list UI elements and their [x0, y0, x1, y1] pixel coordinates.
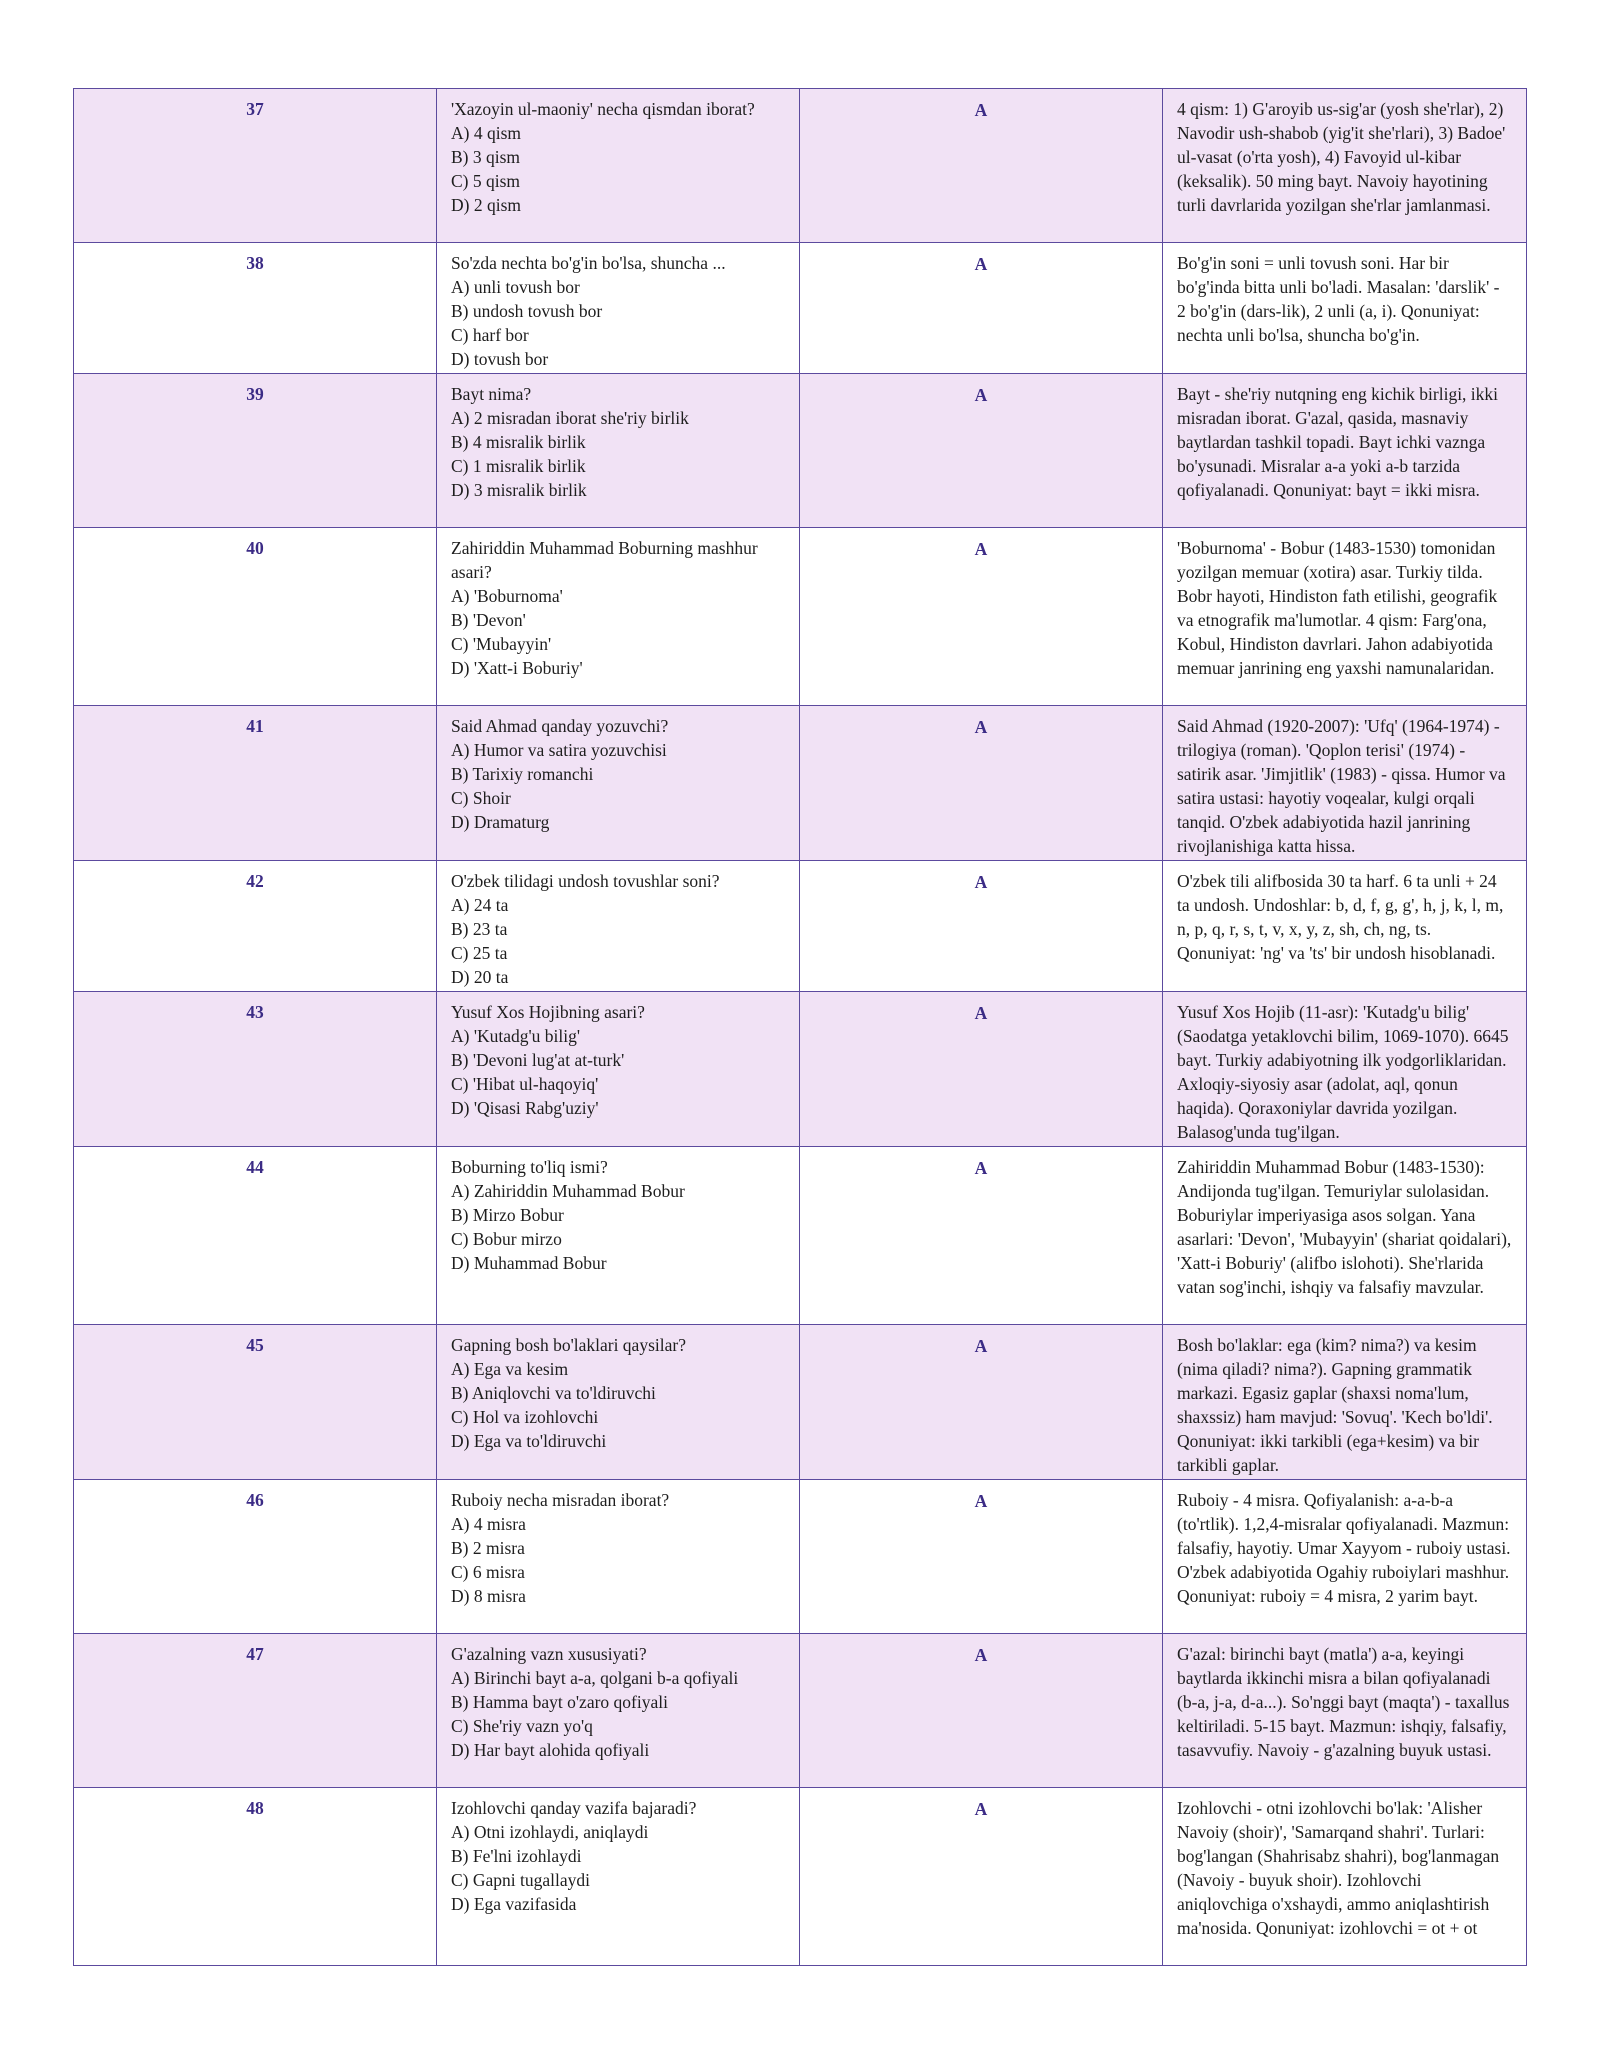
table-row: [74, 861, 1527, 992]
option-c: C) 6 misra: [451, 1562, 525, 1582]
option-a: A) Humor va satira yozuvchisi: [451, 740, 667, 760]
option-d: D) Har bayt alohida qofiyali: [451, 1740, 650, 1760]
option-a: A) Otni izohlaydi, aniqlaydi: [451, 1822, 649, 1842]
option-d: D) 20 ta: [451, 967, 509, 987]
question-cell: [437, 1480, 800, 1634]
explanation-cell: Ruboiy - 4 misra. Qofiyalanish: a-a-b-a (to'rtlik). 1,2,4-misralar qofiyalanadi. Mazmun: falsafiy, hayotiy. Umar Xayyom - ruboiy ustasi. O'zbek adabiyotida Ogahiy ruboiylari mashhur. Qonuniyat: ruboiy = 4 misra, 2 yarim bayt.: [1163, 1480, 1527, 1634]
option-b: B) 2 misra: [451, 1538, 525, 1558]
table-row: [74, 706, 1527, 861]
question-number: 46: [74, 1480, 437, 1634]
qa-table-body: [74, 89, 1527, 1966]
question-cell: [437, 528, 800, 706]
answer-letter: A: [800, 89, 1163, 243]
option-c: C) Hol va izohlovchi: [451, 1407, 599, 1427]
option-c: C) 'Mubayyin': [451, 634, 552, 654]
question-cell: [437, 243, 800, 374]
question-text: 'Xazoyin ul-maoniy' necha qismdan iborat?: [451, 99, 755, 119]
option-b: B) 23 ta: [451, 919, 508, 939]
option-d: D) Ega vazifasida: [451, 1894, 577, 1914]
option-a: A) 4 misra: [451, 1514, 526, 1534]
table-row: [74, 992, 1527, 1147]
option-c: C) She'riy vazn yo'q: [451, 1716, 593, 1736]
question-text: Izohlovchi qanday vazifa bajaradi?: [451, 1798, 697, 1818]
question-number: 42: [74, 861, 437, 992]
table-row: [74, 243, 1527, 374]
question-text: So'zda nechta bo'g'in bo'lsa, shuncha ...: [451, 253, 726, 273]
option-b: B) 3 qism: [451, 147, 521, 167]
option-c: C) 25 ta: [451, 943, 508, 963]
explanation-cell: G'azal: birinchi bayt (matla') a-a, keyingi baytlarda ikkinchi misra a bilan qofiyalanadi (b-a, j-a, d-a...). So'nggi bayt (maqta') - taxallus keltiriladi. 5-15 bayt. Mazmun: ishqiy, falsafiy, tasavvufiy. Navoiy - g'azalning buyuk ustasi.: [1163, 1634, 1527, 1788]
option-d: D) 3 misralik birlik: [451, 480, 587, 500]
question-text: Said Ahmad qanday yozuvchi?: [451, 716, 669, 736]
option-a: A) 4 qism: [451, 123, 521, 143]
question-number: 44: [74, 1147, 437, 1325]
explanation-cell: 'Boburnoma' - Bobur (1483-1530) tomonidan yozilgan memuar (xotira) asar. Turkiy tilda. Bobr hayoti, Hindiston fath etilishi, geografik va etnografik ma'lumotlar. 4 qism: Farg'ona, Kobul, Hindiston davrlari. Jahon adabiyotida memuar janrining eng yaxshi namunalaridan.: [1163, 528, 1527, 706]
explanation-cell: Yusuf Xos Hojib (11-asr): 'Kutadg'u bilig' (Saodatga yetaklovchi bilim, 1069-1070). 6645 bayt. Turkiy adabiyotning ilk yodgorliklaridan. Axloqiy-siyosiy asar (adolat, aql, qonun haqida). Qoraxoniylar davrida yozilgan. Balasog'unda tug'ilgan.: [1163, 992, 1527, 1147]
question-number: 43: [74, 992, 437, 1147]
question-number: 37: [74, 89, 437, 243]
option-d: D) Dramaturg: [451, 812, 550, 832]
answer-letter: A: [800, 1788, 1163, 1966]
question-text: Bayt nima?: [451, 384, 532, 404]
question-cell: [437, 861, 800, 992]
explanation-cell: O'zbek tili alifbosida 30 ta harf. 6 ta unli + 24 ta undosh. Undoshlar: b, d, f, g, g', h, j, k, l, m, n, p, q, r, s, t, v, x, y, z, sh, ch, ng, ts. Qonuniyat: 'ng' va 'ts' bir undosh hisoblanadi.: [1163, 861, 1527, 992]
question-number: 38: [74, 243, 437, 374]
table-row: [74, 1634, 1527, 1788]
question-text: Boburning to'liq ismi?: [451, 1157, 608, 1177]
question-number: 47: [74, 1634, 437, 1788]
table-row: [74, 1788, 1527, 1966]
option-c: C) 5 qism: [451, 171, 521, 191]
question-cell: [437, 1147, 800, 1325]
table-row: [74, 374, 1527, 528]
question-cell: [437, 1788, 800, 1966]
question-text: Zahiriddin Muhammad Boburning mashhur asari?: [451, 538, 758, 582]
option-b: B) 4 misralik birlik: [451, 432, 586, 452]
option-c: C) Gapni tugallaydi: [451, 1870, 591, 1890]
option-a: A) 'Kutadg'u bilig': [451, 1026, 581, 1046]
table-row: [74, 89, 1527, 243]
answer-letter: A: [800, 243, 1163, 374]
question-text: Ruboiy necha misradan iborat?: [451, 1490, 670, 1510]
option-b: B) Aniqlovchi va to'ldiruvchi: [451, 1383, 656, 1403]
answer-letter: A: [800, 1480, 1163, 1634]
table-row: [74, 1325, 1527, 1480]
question-text: O'zbek tilidagi undosh tovushlar soni?: [451, 871, 720, 891]
explanation-cell: 4 qism: 1) G'aroyib us-sig'ar (yosh she'rlar), 2) Navodir ush-shabob (yig'it she'rlari), 3) Badoe' ul-vasat (o'rta yosh), 4) Favoyid ul-kibar (keksalik). 50 ming bayt. Navoiy hayotining turli davrlarida yozilgan she'rlar jamlanmasi.: [1163, 89, 1527, 243]
option-a: A) unli tovush bor: [451, 277, 580, 297]
answer-letter: A: [800, 861, 1163, 992]
qa-table: [73, 88, 1527, 1966]
question-cell: [437, 706, 800, 861]
question-text: G'azalning vazn xususiyati?: [451, 1644, 647, 1664]
question-cell: [437, 374, 800, 528]
explanation-cell: Bosh bo'laklar: ega (kim? nima?) va kesim (nima qiladi? nima?). Gapning grammatik markazi. Egasiz gaplar (shaxsi noma'lum, shaxssiz) ham mavjud: 'Sovuq'. 'Kech bo'ldi'. Qonuniyat: ikki tarkibli (ega+kesim) va bir tarkibli gaplar.: [1163, 1325, 1527, 1480]
question-number: 45: [74, 1325, 437, 1480]
question-number: 48: [74, 1788, 437, 1966]
option-d: D) 'Qisasi Rabg'uziy': [451, 1098, 599, 1118]
option-a: A) 2 misradan iborat she'riy birlik: [451, 408, 689, 428]
explanation-cell: Izohlovchi - otni izohlovchi bo'lak: 'Alisher Navoiy (shoir)', 'Samarqand shahri'. Turlari: bog'langan (Shahrisabz shahri), bog'lanmagan (Navoiy - buyuk shoir). Izohlovchi aniqlovchiga o'xshaydi, ammo aniqlashtirish ma'nosida. Qonuniyat: izohlovchi = ot + ot: [1163, 1788, 1527, 1966]
answer-letter: A: [800, 1634, 1163, 1788]
option-d: D) Muhammad Bobur: [451, 1253, 607, 1273]
table-row: [74, 1147, 1527, 1325]
explanation-cell: Said Ahmad (1920-2007): 'Ufq' (1964-1974) - trilogiya (roman). 'Qoplon terisi' (1974) - satirik asar. 'Jimjitlik' (1983) - qissa. Humor va satira ustasi: hayotiy voqealar, kulgi orqali tanqid. O'zbek adabiyotida hazil janrining rivojlanishiga katta hissa.: [1163, 706, 1527, 861]
explanation-cell: Bayt - she'riy nutqning eng kichik birligi, ikki misradan iborat. G'azal, qasida, masnaviy baytlardan tashkil topadi. Bayt ichki vaznga bo'ysunadi. Misralar a-a yoki a-b tarzida qofiyalanadi. Qonuniyat: bayt = ikki misra.: [1163, 374, 1527, 528]
option-a: A) Ega va kesim: [451, 1359, 569, 1379]
answer-letter: A: [800, 706, 1163, 861]
option-c: C) 1 misralik birlik: [451, 456, 586, 476]
answer-letter: A: [800, 992, 1163, 1147]
question-cell: [437, 1325, 800, 1480]
option-d: D) tovush bor: [451, 349, 549, 369]
option-d: D) 'Xatt-i Boburiy': [451, 658, 583, 678]
table-row: [74, 1480, 1527, 1634]
question-text: Yusuf Xos Hojibning asari?: [451, 1002, 645, 1022]
question-text: Gapning bosh bo'laklari qaysilar?: [451, 1335, 686, 1355]
answer-letter: A: [800, 1325, 1163, 1480]
option-b: B) undosh tovush bor: [451, 301, 603, 321]
explanation-cell: Bo'g'in soni = unli tovush soni. Har bir bo'g'inda bitta unli bo'ladi. Masalan: 'darslik' - 2 bo'g'in (dars-lik), 2 unli (a, i). Qonuniyat: nechta unli bo'lsa, shuncha bo'g'in.: [1163, 243, 1527, 374]
option-b: B) Tarixiy romanchi: [451, 764, 594, 784]
answer-letter: A: [800, 374, 1163, 528]
explanation-cell: Zahiriddin Muhammad Bobur (1483-1530): Andijonda tug'ilgan. Temuriylar sulolasidan. Boburiylar imperiyasiga asos solgan. Yana asarlari: 'Devon', 'Mubayyin' (shariat qoidalari), 'Xatt-i Boburiy' (alifbo islohoti). She'rlarida vatan sog'inchi, ishqiy va falsafiy mavzular.: [1163, 1147, 1527, 1325]
option-a: A) Zahiriddin Muhammad Bobur: [451, 1181, 685, 1201]
option-c: C) harf bor: [451, 325, 529, 345]
option-a: A) 24 ta: [451, 895, 509, 915]
option-a: A) 'Boburnoma': [451, 586, 563, 606]
answer-letter: A: [800, 1147, 1163, 1325]
answer-letter: A: [800, 528, 1163, 706]
option-b: B) Hamma bayt o'zaro qofiyali: [451, 1692, 668, 1712]
option-b: B) Mirzo Bobur: [451, 1205, 564, 1225]
question-number: 41: [74, 706, 437, 861]
option-b: B) Fe'lni izohlaydi: [451, 1846, 582, 1866]
question-cell: [437, 1634, 800, 1788]
option-c: C) Bobur mirzo: [451, 1229, 562, 1249]
option-d: D) 8 misra: [451, 1586, 526, 1606]
option-a: A) Birinchi bayt a-a, qolgani b-a qofiyali: [451, 1668, 739, 1688]
table-row: [74, 528, 1527, 706]
option-c: C) 'Hibat ul-haqoyiq': [451, 1074, 599, 1094]
question-cell: [437, 992, 800, 1147]
option-d: D) 2 qism: [451, 195, 521, 215]
question-cell: [437, 89, 800, 243]
option-b: B) 'Devoni lug'at at-turk': [451, 1050, 625, 1070]
option-d: D) Ega va to'ldiruvchi: [451, 1431, 607, 1451]
option-c: C) Shoir: [451, 788, 511, 808]
question-number: 40: [74, 528, 437, 706]
option-b: B) 'Devon': [451, 610, 526, 630]
question-number: 39: [74, 374, 437, 528]
